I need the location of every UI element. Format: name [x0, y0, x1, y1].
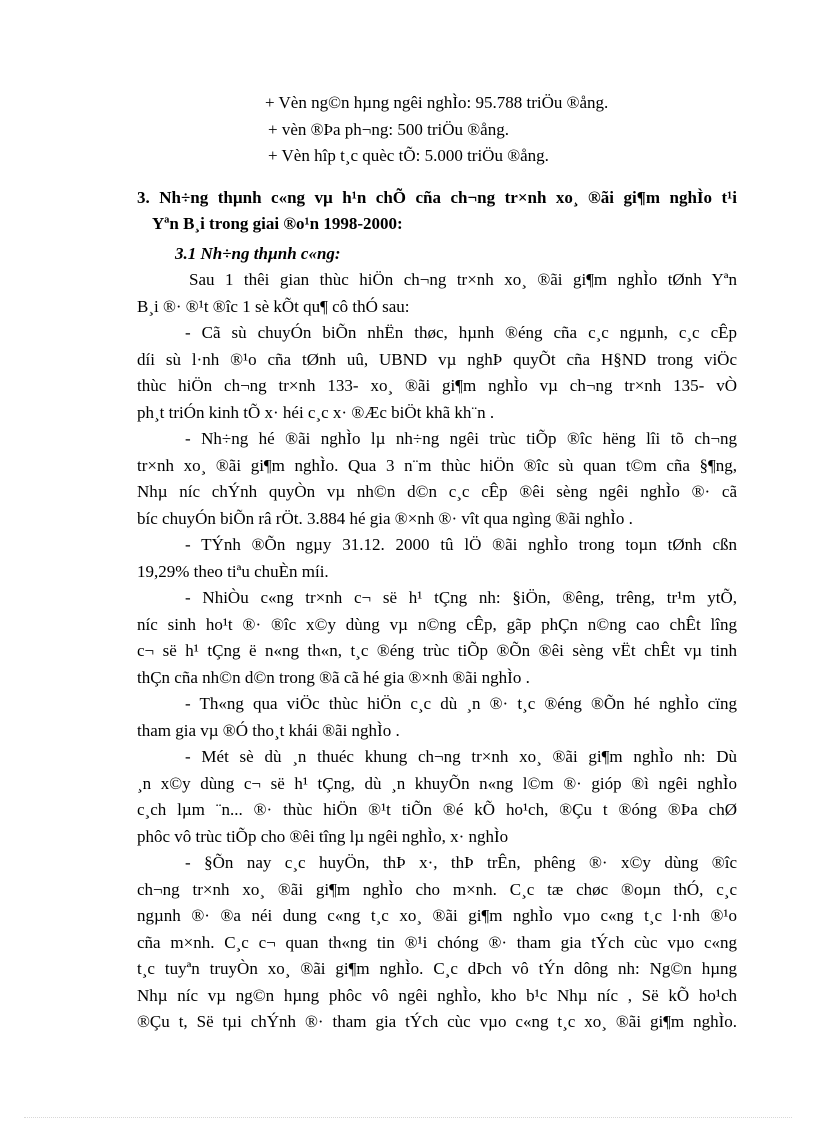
- body-line: Nhµ níc chÝnh quyÒn vµ nh©n d©n c¸c cÊp ®êi sèng ngêi nghÌo ®· cã: [137, 482, 737, 501]
- body-line: c¸ch lµm ¨n... ®· thùc hiÖn ®¹t tiÕn ®é kÕ ho¹ch, ®Çu t ®óng ®Þa chØ: [137, 800, 737, 819]
- section-3-1-heading: 3.1 Nh÷ng thµnh c«ng:: [175, 244, 341, 263]
- body-line: - Cã sù chuyÓn biÕn nhËn thøc, hµnh ®éng cña c¸c ngµnh, c¸c cÊp: [185, 323, 737, 342]
- section-3-heading-line-2: Yªn B¸i trong giai ®o¹n 1998-2000:: [152, 214, 403, 233]
- body-line: ngµnh ®· ®a néi dung c«ng t¸c xo¸ ®ãi gi¶m nghÌo vµo c«ng t¸c l·nh ®¹o: [137, 906, 737, 925]
- body-line: c¬ së h¹ tÇng ë n«ng th«n, t¸c ®éng trùc tiÕp ®Õn ®êi sèng vËt chÊt vµ tinh: [137, 641, 737, 660]
- body-line: phôc vô trùc tiÕp cho ®êi tîng lµ ngêi nghÌo, x· nghÌo: [137, 827, 509, 846]
- body-line: cña m×nh. C¸c c¬ quan th«ng tin ®¹i chóng ®· tham gia tÝch cùc vµo c«ng: [137, 933, 737, 952]
- body-line: ¸n x©y dùng c¬ së h¹ tÇng, dù ¸n khuyÕn n«ng l©m ®· gióp ®ì ngêi nghÌo: [137, 774, 737, 793]
- body-line: - Mét sè dù ¸n thuéc khung ch¬ng tr×nh xo¸ ®ãi gi¶m nghÌo nh: Dù: [185, 747, 737, 766]
- body-line: tham gia vµ ®Ó tho¸t khái ®ãi nghÌo .: [137, 721, 400, 740]
- fund-line-1: + Vèn ng©n hµng ngêi nghÌo: 95.788 triÖu ®ång.: [265, 93, 609, 112]
- body-line: Nhµ níc vµ ng©n hµng phôc vô ngêi nghÌo, kho b¹c Nhµ níc , Së kÕ ho¹ch: [137, 986, 737, 1005]
- body-line: thùc hiÖn ch¬ng tr×nh 133- xo¸ ®ãi gi¶m nghÌo vµ ch¬ng tr×nh 135- vÒ: [137, 376, 737, 395]
- body-line: ph¸t triÓn kinh tÕ x· héi c¸c x· ®Æc biÖt khã kh¨n .: [137, 403, 495, 422]
- body-line: bíc chuyÓn biÕn râ rÖt. 3.884 hé gia ®×nh ®· vît qua ngìng ®ãi nghÌo .: [137, 509, 633, 528]
- body-line: 19,29% theo tiªu chuÈn míi.: [137, 562, 329, 581]
- body-line: B¸i ®· ®¹t ®îc 1 sè kÕt qu¶ cô thÓ sau:: [137, 297, 410, 316]
- body-line: - Nh÷ng hé ®ãi nghÌo lµ nh÷ng ngêi trùc tiÕp ®îc hëng lîi tõ ch¬ng: [185, 429, 737, 448]
- fund-line-3: + Vèn hîp t¸c quèc tÕ: 5.000 triÖu ®ång.: [268, 146, 549, 165]
- body-line: - §Õn nay c¸c huyÖn, thÞ x·, thÞ trÊn, phêng ®· x©y dùng ®îc: [185, 853, 737, 872]
- body-line: thÇn cña nh©n d©n trong ®ã cã hé gia ®×nh ®ãi nghÌo .: [137, 668, 530, 687]
- body-line: - NhiÒu c«ng tr×nh c¬ së h¹ tÇng nh: §iÖn, ®êng, trêng, tr¹m ytÕ,: [185, 588, 737, 607]
- body-line: Sau 1 thêi gian thùc hiÖn ch¬ng tr×nh xo¸ ®ãi gi¶m nghÌo tØnh Yªn: [189, 270, 737, 289]
- body-line: ch¬ng tr×nh xo¸ ®ãi gi¶m nghÌo cho m×nh. C¸c tæ chøc ®oµn thÓ, c¸c: [137, 880, 737, 899]
- fund-line-2: + vèn ®Þa ph¬ng: 500 triÖu ®ång.: [268, 120, 509, 139]
- body-line: tr×nh xo¸ ®ãi gi¶m nghÌo. Qua 3 n¨m thùc hiÖn ®îc sù quan t©m cña §¶ng,: [137, 456, 737, 475]
- body-line: - Th«ng qua viÖc thùc hiÖn c¸c dù ¸n ®· t¸c ®éng ®Õn hé nghÌo cïng: [185, 694, 737, 713]
- page-bottom-divider: [24, 1117, 792, 1118]
- body-line: díi sù l·nh ®¹o cña tØnh uû, UBND vµ nghÞ quyÕt cña H§ND trong viÖc: [137, 350, 737, 369]
- body-line: - TÝnh ®Õn ngµy 31.12. 2000 tû lÖ ®ãi nghÌo trong toµn tØnh cßn: [185, 535, 737, 554]
- body-line: ®Çu t, Së tµi chÝnh ®· tham gia tÝch cùc vµo c«ng t¸c xo¸ ®ãi gi¶m nghÌo.: [137, 1012, 737, 1031]
- body-line: níc sinh ho¹t ®· ®îc x©y dùng vµ n©ng cÊp, gãp phÇn n©ng cao chÊt lîng: [137, 615, 737, 634]
- section-3-heading-line-1: 3. Nh÷ng thµnh c«ng vµ h¹n chÕ cña ch¬ng tr×nh xo¸ ®ãi gi¶m nghÌo t¹i: [137, 188, 737, 207]
- body-line: t¸c tuyªn truyÒn xo¸ ®ãi gi¶m nghÌo. C¸c dÞch vô tÝn dông nh: Ng©n hµng: [137, 959, 737, 978]
